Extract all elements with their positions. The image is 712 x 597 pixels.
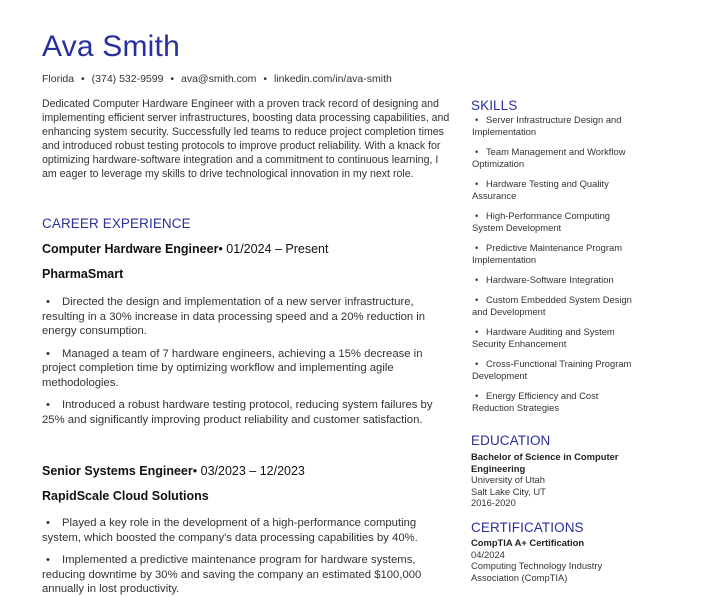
- bullet-text: Directed the design and implementation of a new server infrastructure, resulting in a 30% increase in data processing speed and a 20% reduction in energy consumption.: [42, 296, 426, 337]
- bullet-glyph: •: [475, 178, 479, 189]
- skill-text: Hardware-Software Integration: [486, 274, 614, 285]
- school-location: Salt Lake City, UT: [471, 485, 546, 497]
- list-item: [472, 294, 632, 318]
- job-title: Computer Hardware Engineer: [42, 242, 219, 256]
- experience-heading: CAREER EXPERIENCE: [42, 216, 191, 231]
- bullet-glyph: •: [475, 358, 479, 369]
- contact-separator: •: [263, 73, 268, 85]
- contact-line: [42, 73, 392, 85]
- skills-heading: SKILLS: [471, 98, 518, 113]
- bullet-glyph: •: [46, 296, 50, 308]
- education-years: 2016-2020: [471, 497, 516, 509]
- job-bullets: [42, 516, 452, 597]
- contact-phone[interactable]: (374) 532-9599: [91, 73, 164, 85]
- skill-text: Server Infrastructure Design and Implementation: [472, 114, 622, 137]
- list-item: [472, 178, 632, 202]
- list-item: [42, 295, 452, 339]
- skill-text: High-Performance Computing System Development: [472, 210, 611, 233]
- list-item: [472, 242, 632, 266]
- job-bullets: [42, 295, 452, 427]
- list-item: [472, 274, 632, 286]
- bullet-glyph: •: [46, 399, 50, 411]
- skill-text: Energy Efficiency and Cost Reduction Strategies: [472, 390, 599, 413]
- bullet-glyph: •: [46, 517, 50, 529]
- certification-date: 04/2024: [471, 548, 505, 560]
- list-item: [42, 347, 452, 391]
- skill-text: Custom Embedded System Design and Development: [472, 294, 632, 317]
- list-item: [472, 358, 632, 382]
- bullet-text: Played a key role in the development of a high-performance computing system, which boosted the company's data processing capabilities by 40%.: [42, 517, 418, 544]
- job-title-line: [42, 464, 305, 478]
- certification-entry: [471, 537, 641, 583]
- bullet-glyph: •: [475, 390, 479, 401]
- job-title: Senior Systems Engineer: [42, 464, 193, 478]
- school: University of Utah: [471, 474, 545, 486]
- candidate-name: Ava Smith: [42, 30, 180, 63]
- job-dates: • 03/2023 – 12/2023: [192, 464, 305, 478]
- list-item: [42, 553, 452, 597]
- bullet-glyph: •: [475, 294, 479, 305]
- bullet-glyph: •: [475, 210, 479, 221]
- company-name: RapidScale Cloud Solutions: [42, 489, 209, 503]
- list-item: [42, 398, 452, 427]
- bullet-glyph: •: [46, 347, 50, 360]
- bullet-glyph: •: [475, 274, 479, 285]
- degree: Bachelor of Science in Computer Engineering: [471, 451, 619, 474]
- list-item: [42, 516, 452, 545]
- certification-name: CompTIA A+ Certification: [471, 537, 585, 548]
- list-item: [472, 146, 632, 170]
- contact-linkedin[interactable]: linkedin.com/in/ava-smith: [273, 73, 392, 85]
- education-heading: EDUCATION: [471, 433, 551, 448]
- skill-text: Predictive Maintenance Program Implementation: [472, 242, 623, 265]
- list-item: [472, 326, 632, 350]
- list-item: [472, 390, 632, 414]
- contact-email[interactable]: ava@smith.com: [180, 73, 257, 85]
- bullet-text: Implemented a predictive maintenance program for hardware systems, reducing downtime by 30% and saving the company an estimated $100,000 annually in lost productivity.: [42, 554, 422, 595]
- education-entry: [471, 451, 641, 509]
- skill-text: Team Management and Workflow Optimization: [472, 146, 626, 169]
- skill-text: Hardware Testing and Quality Assurance: [472, 178, 609, 201]
- skills-list: [472, 114, 632, 422]
- bullet-text: Managed a team of 7 hardware engineers, achieving a 15% decrease in project completion time by optimizing workflow and implementing agile methodologies.: [42, 347, 423, 389]
- contact-separator: •: [81, 73, 85, 85]
- list-item: [472, 114, 632, 138]
- certification-issuer: Computing Technology Industry Association (CompTIA): [471, 560, 603, 583]
- contact-separator: •: [170, 73, 175, 85]
- bullet-text: Introduced a robust hardware testing protocol, reducing system failures by 25% and significantly improving product reliability and customer satisfaction.: [42, 399, 433, 426]
- skill-text: Cross-Functional Training Program Development: [472, 358, 632, 381]
- summary-paragraph: Dedicated Computer Hardware Engineer with a proven track record of designing and implementing efficient server infrastructures, boosting data processing capabilities, and enhancing system security. Successfully led teams to reduce project completion times and introduced robust testing protocols to improve product reliability. With a knack for optimizing hardware-software integration and a commitment to continuous learning, I am eager to leverage my skills to drive technological innovation in my next role.: [42, 98, 450, 180]
- skill-text: Hardware Auditing and System Security Enhancement: [472, 326, 615, 349]
- company-name: PharmaSmart: [42, 267, 124, 281]
- job-title-line: [42, 242, 328, 256]
- bullet-glyph: •: [475, 326, 479, 337]
- bullet-glyph: •: [46, 554, 50, 566]
- contact-location: Florida: [42, 73, 75, 85]
- list-item: [472, 210, 632, 234]
- bullet-glyph: •: [475, 146, 479, 157]
- bullet-glyph: •: [475, 114, 479, 125]
- certifications-heading: CERTIFICATIONS: [471, 520, 584, 535]
- job-dates: • 01/2024 – Present: [218, 242, 329, 256]
- bullet-glyph: •: [475, 242, 479, 253]
